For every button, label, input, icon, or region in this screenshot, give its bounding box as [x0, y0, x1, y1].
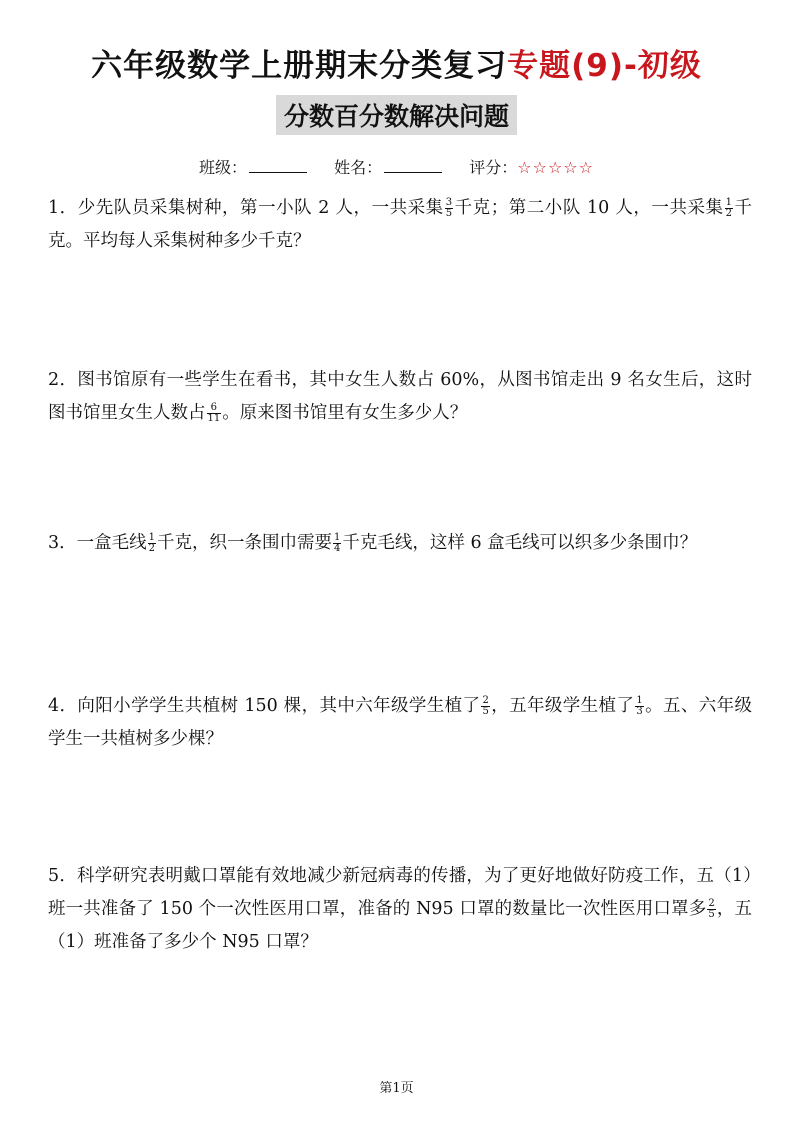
fraction: $\frac{1}{3}$: [636, 695, 643, 717]
fraction: $\frac{2}{5}$: [708, 898, 715, 920]
name-label: 姓名：: [334, 158, 383, 177]
fraction: $\frac{1}{2}$: [148, 532, 156, 554]
title-main: 六年级数学上册期末分类复习: [91, 48, 508, 84]
question-2: 2．图书馆原有一些学生在看书，其中女生人数占 60%，从图书馆走出 9 名女生后，这时图书馆里女生人数占 $\frac{6}{11}$ 。原来图书馆里有女生多少人？: [48, 370, 752, 424]
fraction: $\frac{1}{4}$: [334, 532, 341, 554]
fraction: $\frac{3}{5}$: [445, 197, 453, 219]
score-stars: ☆☆☆☆☆: [517, 158, 594, 177]
question-1: 1．少先队员采集树种，第一小队 2 人，一共采集 $\frac{3}{5}$ 千克；第二小队 10 人，一共采集 $\frac{1}{2}$ 千克。平均每人采集树种多少千克？: [48, 197, 752, 251]
page-subtitle: 分数百分数解决问题: [276, 95, 517, 135]
class-label: 班级：: [199, 158, 248, 177]
fraction: $\frac{2}{5}$: [482, 695, 489, 717]
score-label: 评分：: [469, 158, 518, 177]
title-topic: 专题(9)-初级: [507, 48, 702, 84]
question-4: 4．向阳小学学生共植树 150 棵，其中六年级学生植了 $\frac{2}{5}$ ，五年级学生植了 $\frac{1}{3}$ 。五、六年级学生一共植树多少棵？: [48, 695, 753, 749]
student-info-line: [0, 155, 793, 178]
fraction: $\frac{6}{11}$: [207, 402, 221, 424]
name-blank: [384, 158, 442, 173]
page-number: 第1页: [379, 1081, 414, 1096]
class-blank: [249, 158, 307, 173]
fraction: $\frac{1}{2}$: [725, 197, 732, 219]
page-title: [0, 40, 793, 85]
question-3: 3．一盒毛线 $\frac{1}{2}$ 千克，织一条围巾需要 $\frac{1}{4}$ 千克毛线，这样 6 盒毛线可以织多少条围巾？: [48, 532, 698, 554]
question-5: 5．科学研究表明戴口罩能有效地减少新冠病毒的传播，为了更好地做好防疫工作，五（1）班一共准备了 150 个一次性医用口罩，准备的 N95 口罩的数量比一次性医用口罩多 $\frac{2}{5}$ ，五（1）班准备了多少个 N95 口罩？: [48, 866, 753, 952]
